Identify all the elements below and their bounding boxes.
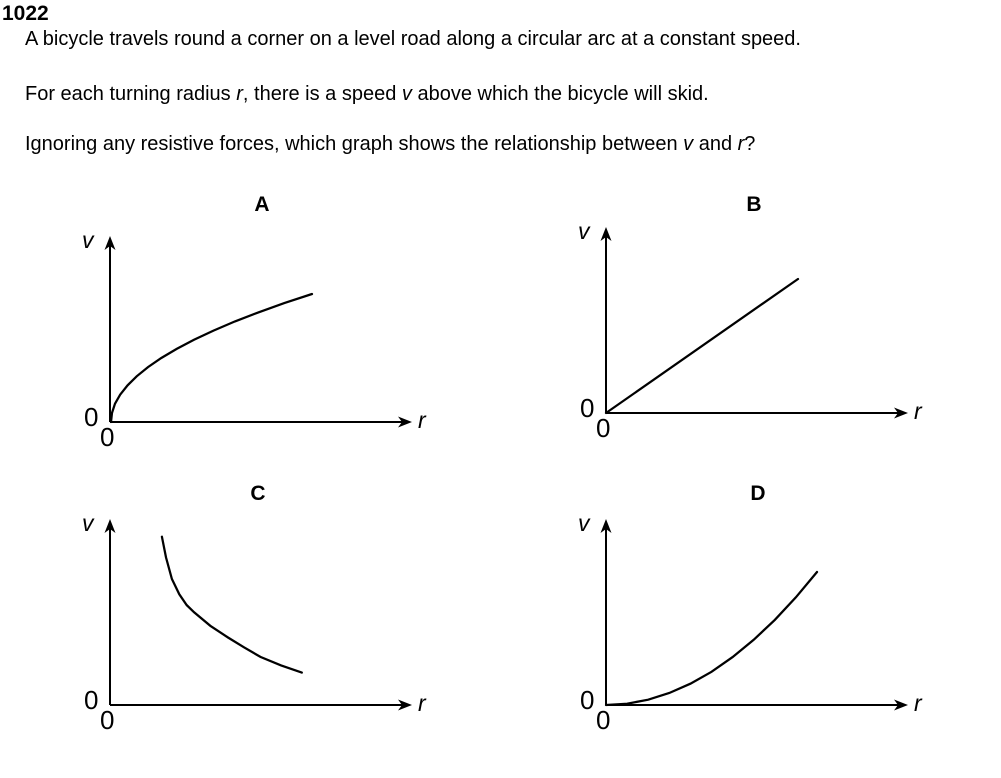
y-axis-label: v: [578, 510, 590, 536]
y-axis-label: v: [82, 227, 94, 253]
curve-sqrt: [111, 294, 312, 422]
question-text-line-3: Ignoring any resistive forces, which graph shows the relationship between v and r?: [25, 133, 756, 155]
y-axis-label: v: [82, 510, 94, 536]
origin-label-y: 0: [580, 393, 595, 423]
x-axis-label: r: [914, 398, 922, 424]
question-text-line-1: A bicycle travels round a corner on a level road along a circular arc at a constant speed.: [25, 28, 801, 50]
origin-label-x: 0: [596, 413, 611, 443]
x-axis-label: r: [914, 690, 922, 716]
curve-quadratic: [606, 572, 817, 705]
graph-option-b: [556, 173, 996, 473]
graph-option-c: [60, 466, 500, 766]
question-number: 1022: [2, 2, 49, 25]
origin-label-y: 0: [580, 685, 595, 715]
origin-label-x: 0: [596, 705, 611, 735]
x-axis-label: r: [418, 407, 426, 433]
graph-option-d-letter: D: [750, 482, 766, 505]
curve-linear: [606, 279, 798, 413]
curve-inverse: [162, 537, 302, 673]
graph-option-a: [60, 182, 500, 482]
y-axis-label: v: [578, 218, 590, 244]
graph-option-d: [556, 466, 996, 766]
origin-label-x: 0: [100, 705, 115, 735]
origin-label-x: 0: [100, 422, 115, 452]
graph-option-b-letter: B: [746, 193, 762, 216]
graph-option-c-letter: C: [250, 482, 266, 505]
x-axis-label: r: [418, 690, 426, 716]
question-text-line-2: For each turning radius r, there is a speed v above which the bicycle will skid.: [25, 83, 709, 105]
origin-label-y: 0: [84, 685, 99, 715]
graph-option-a-letter: A: [254, 193, 270, 216]
origin-label-y: 0: [84, 402, 99, 432]
